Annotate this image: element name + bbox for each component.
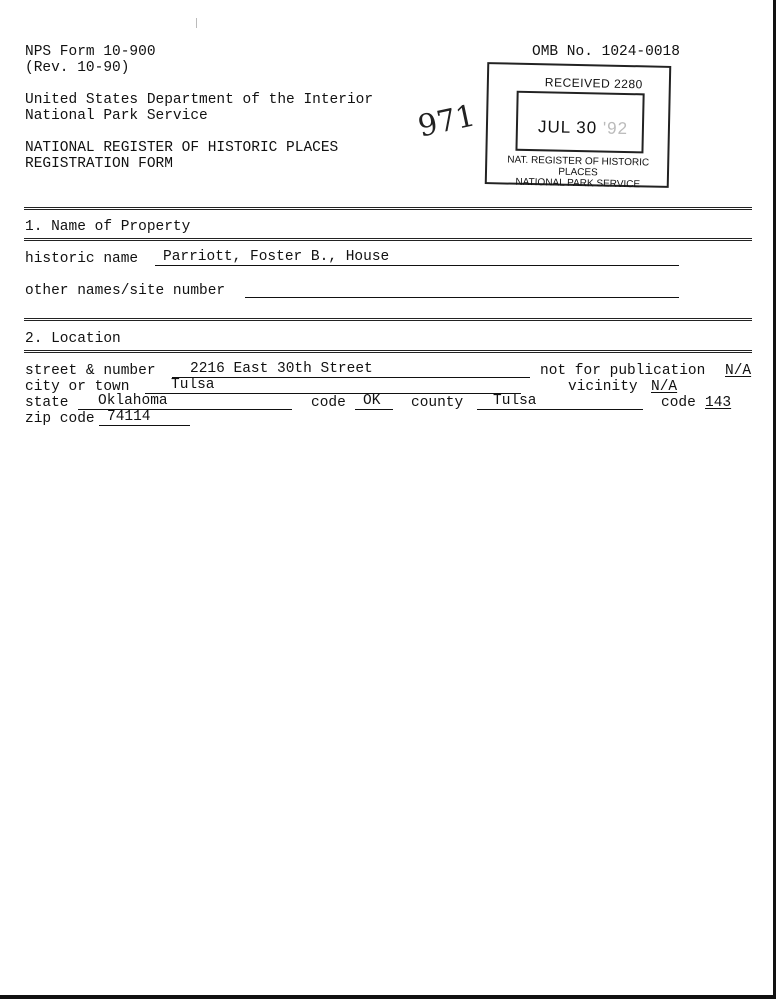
- county-value: Tulsa: [493, 393, 537, 409]
- historic-name-label: historic name: [25, 251, 139, 267]
- state-code-value: OK: [363, 393, 381, 409]
- state-label: state: [25, 395, 69, 411]
- received-stamp: [485, 62, 672, 191]
- form-title-line-2: REGISTRATION FORM: [25, 156, 173, 172]
- form-title-line-1: NATIONAL REGISTER OF HISTORIC PLACES: [25, 140, 339, 156]
- section-divider: [24, 350, 752, 356]
- section-2-heading: 2. Location: [25, 331, 121, 347]
- street-value: 2216 East 30th Street: [190, 361, 373, 377]
- stamp-received-text: RECEIVED 2280: [544, 75, 643, 92]
- city-value: Tulsa: [171, 377, 215, 393]
- department-name: United States Department of the Interior: [25, 92, 374, 108]
- street-field[interactable]: [172, 363, 530, 378]
- state-value: Oklahoma: [98, 393, 168, 409]
- other-names-field[interactable]: [245, 283, 679, 298]
- county-code-label: code: [661, 395, 696, 411]
- stamp-date-visible: JUL 30: [537, 117, 598, 138]
- section-divider: [24, 318, 752, 324]
- stamp-date: [538, 117, 629, 139]
- section-divider: [24, 238, 752, 244]
- form-revision: (Rev. 10-90): [25, 60, 130, 76]
- state-field[interactable]: [78, 395, 292, 410]
- stamp-line-2: NATIONAL PARK SERVICE: [515, 176, 641, 191]
- zip-label: zip code: [25, 411, 95, 427]
- stamp-agency: [495, 154, 662, 190]
- vicinity-label: vicinity: [568, 379, 638, 395]
- nfp-value[interactable]: N/A: [725, 363, 752, 379]
- street-label: street & number: [25, 363, 156, 379]
- historic-name-value: Parriott, Foster B., House: [163, 249, 390, 265]
- county-field[interactable]: [477, 395, 643, 410]
- nfp-label: not for publication: [540, 363, 706, 379]
- county-label: county: [411, 395, 464, 411]
- section-divider: [24, 207, 752, 213]
- omb-number: OMB No. 1024-0018: [532, 44, 680, 60]
- stamp-date-box: [515, 91, 644, 154]
- service-name: National Park Service: [25, 108, 208, 124]
- city-field[interactable]: [145, 379, 521, 394]
- other-names-label: other names/site number: [25, 283, 226, 299]
- city-label: city or town: [25, 379, 130, 395]
- vicinity-value[interactable]: N/A: [651, 379, 678, 395]
- zip-value: 74114: [107, 409, 151, 425]
- scan-mark: [196, 18, 197, 28]
- state-code-label: code: [311, 395, 346, 411]
- county-code-value[interactable]: 143: [705, 395, 732, 411]
- state-code-field[interactable]: [355, 395, 393, 410]
- form-number: NPS Form 10-900: [25, 44, 156, 60]
- zip-field[interactable]: [99, 411, 190, 426]
- section-1-heading: 1. Name of Property: [25, 219, 191, 235]
- stamp-date-faded: '92: [602, 118, 629, 139]
- handwritten-note: 971: [414, 98, 479, 145]
- historic-name-field[interactable]: [155, 251, 679, 266]
- stamp-line-1: NAT. REGISTER OF HISTORIC PLACES: [507, 154, 650, 179]
